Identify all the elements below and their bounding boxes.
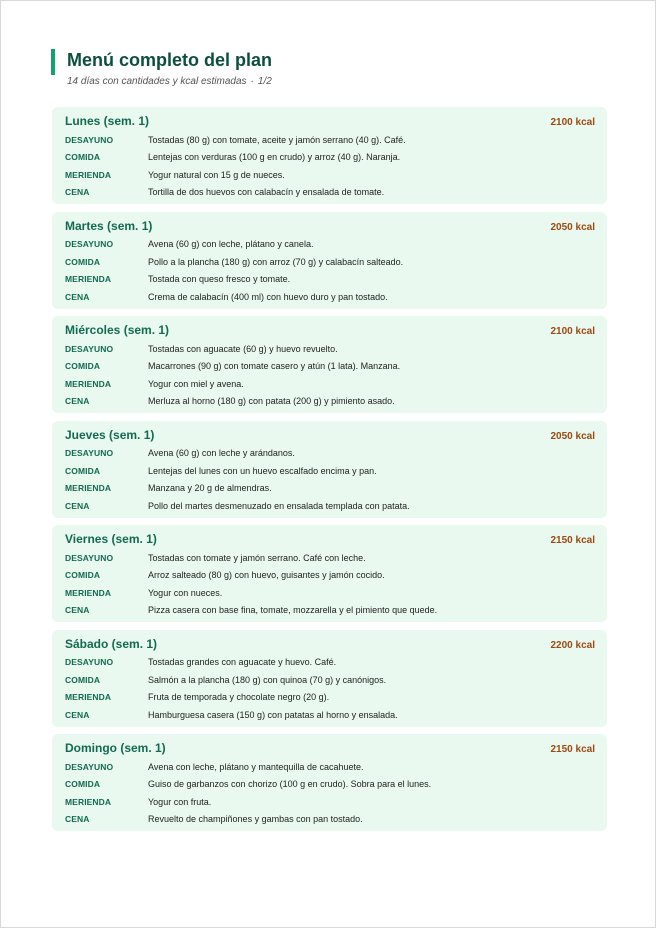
meal-label: COMIDA — [65, 152, 101, 163]
meal-label: CENA — [65, 605, 90, 616]
day-header — [65, 216, 595, 236]
day-header — [65, 634, 595, 654]
day-header — [65, 425, 595, 445]
day-name: Miércoles (sem. 1) — [65, 323, 170, 337]
meal-description: Revuelto de champiñones y gambas con pan tostado. — [148, 814, 363, 825]
meal-label: COMIDA — [65, 570, 101, 581]
page-subtitle — [67, 76, 272, 87]
meal-description: Guiso de garbanzos con chorizo (100 g en crudo). Sobra para el lunes. — [148, 779, 432, 790]
meal-label: COMIDA — [65, 674, 101, 685]
meal-description: Tostadas (80 g) con tomate, aceite y jamón serrano (40 g). Café. — [148, 134, 406, 145]
page-title: Menú completo del plan — [67, 50, 273, 70]
day-card — [52, 316, 607, 413]
meal-label: COMIDA — [65, 465, 101, 476]
meal-row-lunch — [65, 462, 595, 480]
meal-label: MERIENDA — [65, 587, 112, 598]
meal-row-dinner — [65, 706, 595, 724]
meal-row-breakfast — [65, 758, 595, 776]
day-name: Viernes (sem. 1) — [65, 532, 157, 546]
meal-label: CENA — [65, 814, 90, 825]
meal-row-snack — [65, 271, 595, 289]
meal-label: DESAYUNO — [65, 134, 114, 145]
meal-label: MERIENDA — [65, 378, 112, 389]
meal-description: Avena con leche, plátano y mantequilla de cacahuete. — [148, 761, 364, 772]
meal-row-snack — [65, 689, 595, 707]
meal-label: CENA — [65, 187, 90, 198]
meal-label: DESAYUNO — [65, 552, 114, 563]
meal-description: Yogur con nueces. — [148, 587, 223, 598]
day-kcal: 2100 kcal — [550, 326, 595, 337]
meal-description: Tostadas con tomate y jamón serrano. Café con leche. — [148, 552, 366, 563]
meal-row-snack — [65, 375, 595, 393]
meal-label: DESAYUNO — [65, 239, 114, 250]
meal-description: Yogur natural con 15 g de nueces. — [148, 169, 285, 180]
day-card — [52, 525, 607, 622]
subtitle-separator: · — [250, 76, 254, 87]
meal-row-lunch — [65, 567, 595, 585]
meal-row-dinner — [65, 288, 595, 306]
meal-row-dinner — [65, 811, 595, 829]
meal-label: MERIENDA — [65, 692, 112, 703]
subtitle-text: 14 días con cantidades y kcal estimadas — [67, 76, 247, 87]
day-header — [65, 529, 595, 549]
meal-description: Lentejas con verduras (100 g en crudo) y arroz (40 g). Naranja. — [148, 152, 401, 163]
meal-description: Salmón a la plancha (180 g) con quinoa (70 g) y canónigos. — [148, 674, 387, 685]
day-kcal: 2200 kcal — [550, 639, 595, 651]
meal-row-lunch — [65, 253, 595, 271]
meal-description: Hamburguesa casera (150 g) con patatas al horno y ensalada. — [148, 709, 398, 720]
meal-row-breakfast — [65, 236, 595, 254]
meal-row-breakfast — [65, 340, 595, 358]
meal-row-breakfast — [65, 131, 595, 149]
meal-label: CENA — [65, 396, 90, 407]
day-kcal: 2100 kcal — [550, 117, 595, 128]
meal-row-dinner — [65, 184, 595, 202]
meal-row-snack — [65, 584, 595, 602]
meal-description: Tostadas grandes con aguacate y huevo. Café. — [148, 657, 337, 668]
day-card — [52, 421, 607, 518]
meal-row-snack — [65, 793, 595, 811]
day-card — [52, 107, 607, 204]
meal-description: Crema de calabacín (400 ml) con huevo duro y pan tostado. — [148, 291, 388, 302]
meal-row-dinner — [65, 497, 595, 515]
day-list — [52, 107, 607, 839]
meal-label: DESAYUNO — [65, 761, 114, 772]
day-kcal: 2150 kcal — [550, 535, 595, 546]
meal-description: Avena (60 g) con leche, plátano y canela. — [148, 239, 314, 250]
meal-row-breakfast — [65, 445, 595, 463]
meal-row-breakfast — [65, 654, 595, 672]
day-header — [65, 320, 595, 340]
meal-description: Lentejas del lunes con un huevo escalfado encima y pan. — [148, 465, 377, 476]
meal-label: COMIDA — [65, 361, 101, 372]
day-kcal: 2150 kcal — [550, 744, 595, 755]
meal-description: Tortilla de dos huevos con calabacín y ensalada de tomate. — [148, 187, 385, 198]
page-header — [51, 49, 272, 75]
meal-description: Merluza al horno (180 g) con patata (200 g) y pimiento asado. — [148, 396, 395, 407]
meal-description: Yogur con miel y avena. — [148, 378, 244, 389]
meal-description: Tostada con queso fresco y tomate. — [148, 274, 291, 285]
meal-label: DESAYUNO — [65, 343, 114, 354]
meal-label: DESAYUNO — [65, 657, 114, 668]
meal-label: DESAYUNO — [65, 448, 114, 459]
meal-description: Yogur con fruta. — [148, 796, 212, 807]
meal-label: CENA — [65, 709, 90, 720]
meal-description: Avena (60 g) con leche y arándanos. — [148, 448, 295, 459]
day-name: Jueves (sem. 1) — [65, 427, 155, 442]
day-name: Domingo (sem. 1) — [65, 741, 166, 755]
meal-description: Arroz salteado (80 g) con huevo, guisantes y jamón cocido. — [148, 570, 385, 581]
day-name: Martes (sem. 1) — [65, 218, 153, 233]
day-kcal: 2050 kcal — [550, 430, 595, 442]
day-header — [65, 111, 595, 131]
meal-row-breakfast — [65, 549, 595, 567]
meal-description: Pizza casera con base fina, tomate, mozzarella y el pimiento que quede. — [148, 605, 438, 616]
meal-label: COMIDA — [65, 256, 101, 267]
meal-label: CENA — [65, 291, 90, 302]
day-card — [52, 212, 607, 309]
meal-description: Fruta de temporada y chocolate negro (20 g). — [148, 692, 330, 703]
meal-row-snack — [65, 166, 595, 184]
day-card — [52, 734, 607, 831]
meal-row-lunch — [65, 776, 595, 794]
meal-description: Pollo del martes desmenuzado en ensalada templada con patata. — [148, 500, 410, 511]
day-kcal: 2050 kcal — [550, 221, 595, 233]
day-header — [65, 738, 595, 758]
day-name: Sábado (sem. 1) — [65, 636, 158, 651]
meal-row-lunch — [65, 671, 595, 689]
meal-description: Tostadas con aguacate (60 g) y huevo revuelto. — [148, 343, 338, 354]
meal-row-lunch — [65, 358, 595, 376]
meal-row-lunch — [65, 149, 595, 167]
meal-row-snack — [65, 480, 595, 498]
meal-row-dinner — [65, 393, 595, 411]
meal-description: Pollo a la plancha (180 g) con arroz (70 g) y calabacín salteado. — [148, 256, 404, 267]
page-number: 1/2 — [257, 76, 272, 87]
meal-description: Macarrones (90 g) con tomate casero y atún (1 lata). Manzana. — [148, 361, 401, 372]
meal-row-dinner — [65, 602, 595, 620]
day-card — [52, 630, 607, 727]
meal-label: CENA — [65, 500, 90, 511]
meal-label: MERIENDA — [65, 169, 112, 180]
meal-description: Manzana y 20 g de almendras. — [148, 483, 272, 494]
meal-label: MERIENDA — [65, 796, 112, 807]
meal-label: COMIDA — [65, 779, 101, 790]
day-name: Lunes (sem. 1) — [65, 114, 150, 128]
meal-label: MERIENDA — [65, 274, 112, 285]
meal-label: MERIENDA — [65, 483, 112, 494]
